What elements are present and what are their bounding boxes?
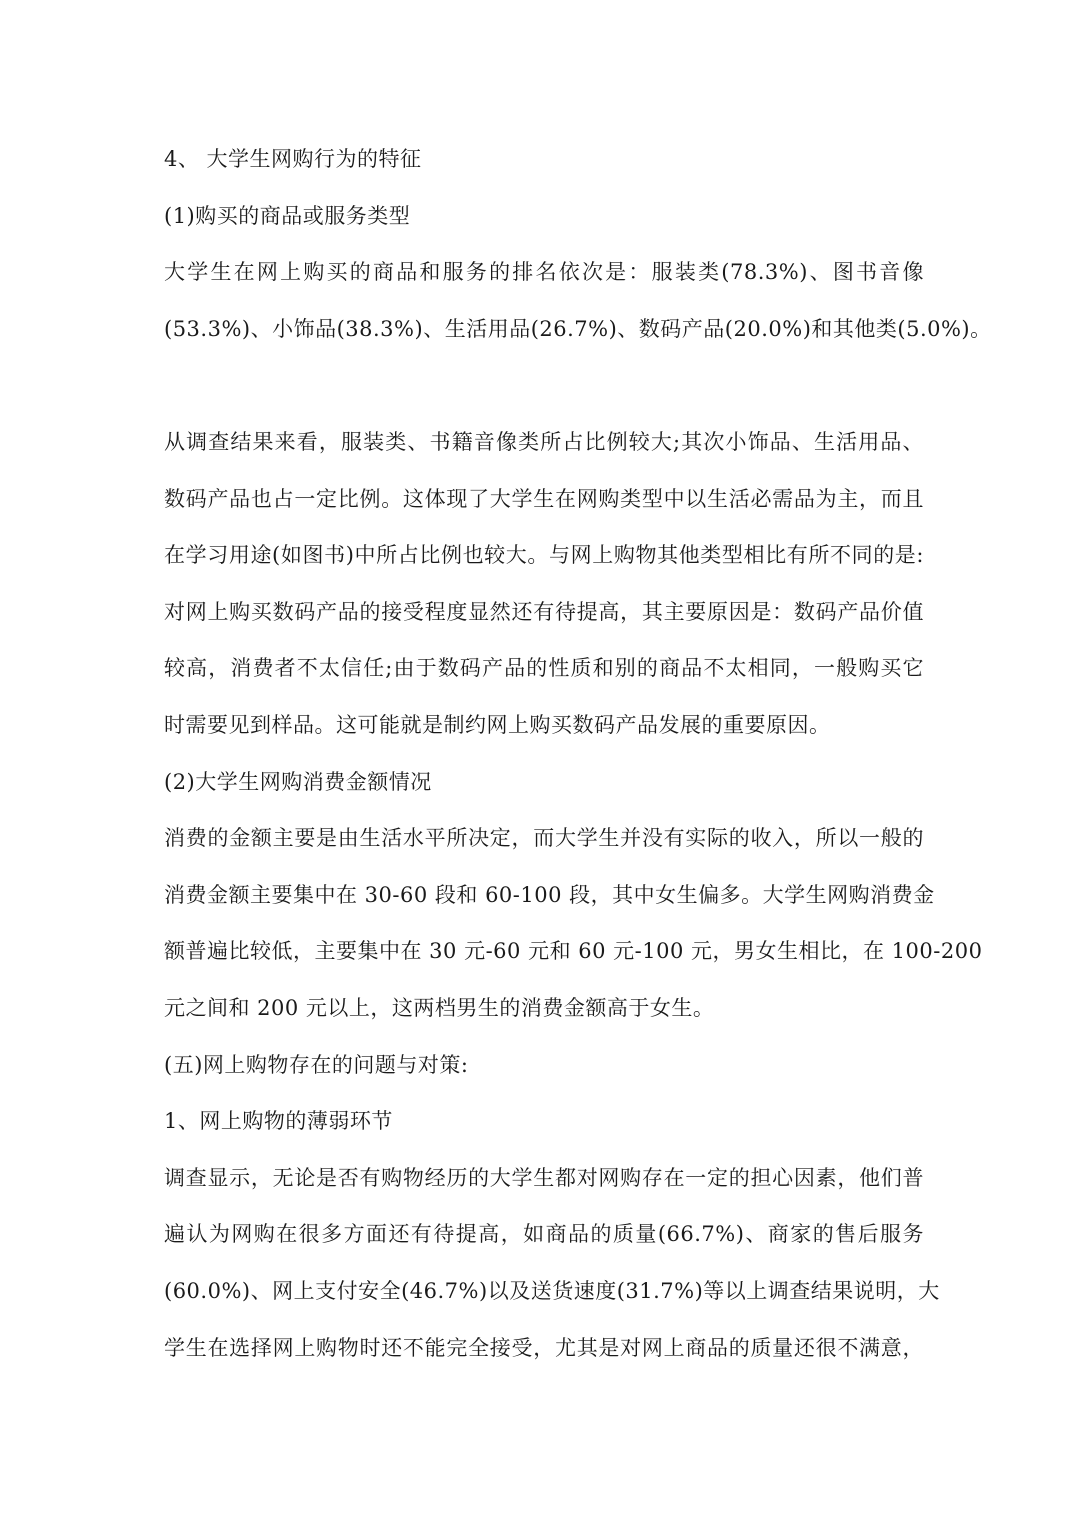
paragraph-line: 数码产品也占一定比例。这体现了大学生在网购类型中以生活必需品为主，而且 xyxy=(164,487,924,511)
section-heading-online-shopping-characteristics: 4、 大学生网购行为的特征 xyxy=(164,147,422,171)
paragraph-line: 消费金额主要集中在 30-60 段和 60-100 段，其中女生偏多。大学生网购消费金 xyxy=(164,883,935,907)
paragraph-line: 时需要见到样品。这可能就是制约网上购买数码产品发展的重要原因。 xyxy=(164,713,831,737)
paragraph-line: 在学习用途(如图书)中所占比例也较大。与网上购物其他类型相比有所不同的是: xyxy=(164,543,924,567)
paragraph-line: (53.3%)、小饰品(38.3%)、生活用品(26.7%)、数码产品(20.0%)和其他类(5.0%)。 xyxy=(164,317,992,341)
subheading-weak-links: 1、网上购物的薄弱环节 xyxy=(164,1109,393,1133)
subheading-spending-amount: (2)大学生网购消费金额情况 xyxy=(164,770,432,794)
paragraph-line: 从调查结果来看，服装类、书籍音像类所占比例较大;其次小饰品、生活用品、 xyxy=(164,430,924,454)
paragraph-line: 学生在选择网上购物时还不能完全接受，尤其是对网上商品的质量还很不满意， xyxy=(164,1336,924,1360)
paragraph-line: (60.0%)、网上支付安全(46.7%)以及送货速度(31.7%)等以上调查结果说明，大 xyxy=(164,1279,940,1303)
paragraph-line: 大学生在网上购买的商品和服务的排名依次是：服装类(78.3%)、图书音像 xyxy=(164,260,924,284)
paragraph-line: 对网上购买数码产品的接受程度显然还有待提高，其主要原因是：数码产品价值 xyxy=(164,600,924,624)
subheading-product-types: (1)购买的商品或服务类型 xyxy=(164,204,411,228)
section-heading-problems-and-countermeasures: (五)网上购物存在的问题与对策: xyxy=(164,1053,469,1077)
paragraph-line: 额普遍比较低，主要集中在 30 元-60 元和 60 元-100 元，男女生相比，在 100-200 xyxy=(164,939,983,963)
paragraph-line: 消费的金额主要是由生活水平所决定，而大学生并没有实际的收入，所以一般的 xyxy=(164,826,924,850)
paragraph-line: 遍认为网购在很多方面还有待提高，如商品的质量(66.7%)、商家的售后服务 xyxy=(164,1222,924,1246)
paragraph-line: 较高，消费者不太信任;由于数码产品的性质和别的商品不太相同，一般购买它 xyxy=(164,656,924,680)
paragraph-line: 调查显示，无论是否有购物经历的大学生都对网购存在一定的担心因素，他们普 xyxy=(164,1166,924,1190)
paragraph-line: 元之间和 200 元以上，这两档男生的消费金额高于女生。 xyxy=(164,996,715,1020)
